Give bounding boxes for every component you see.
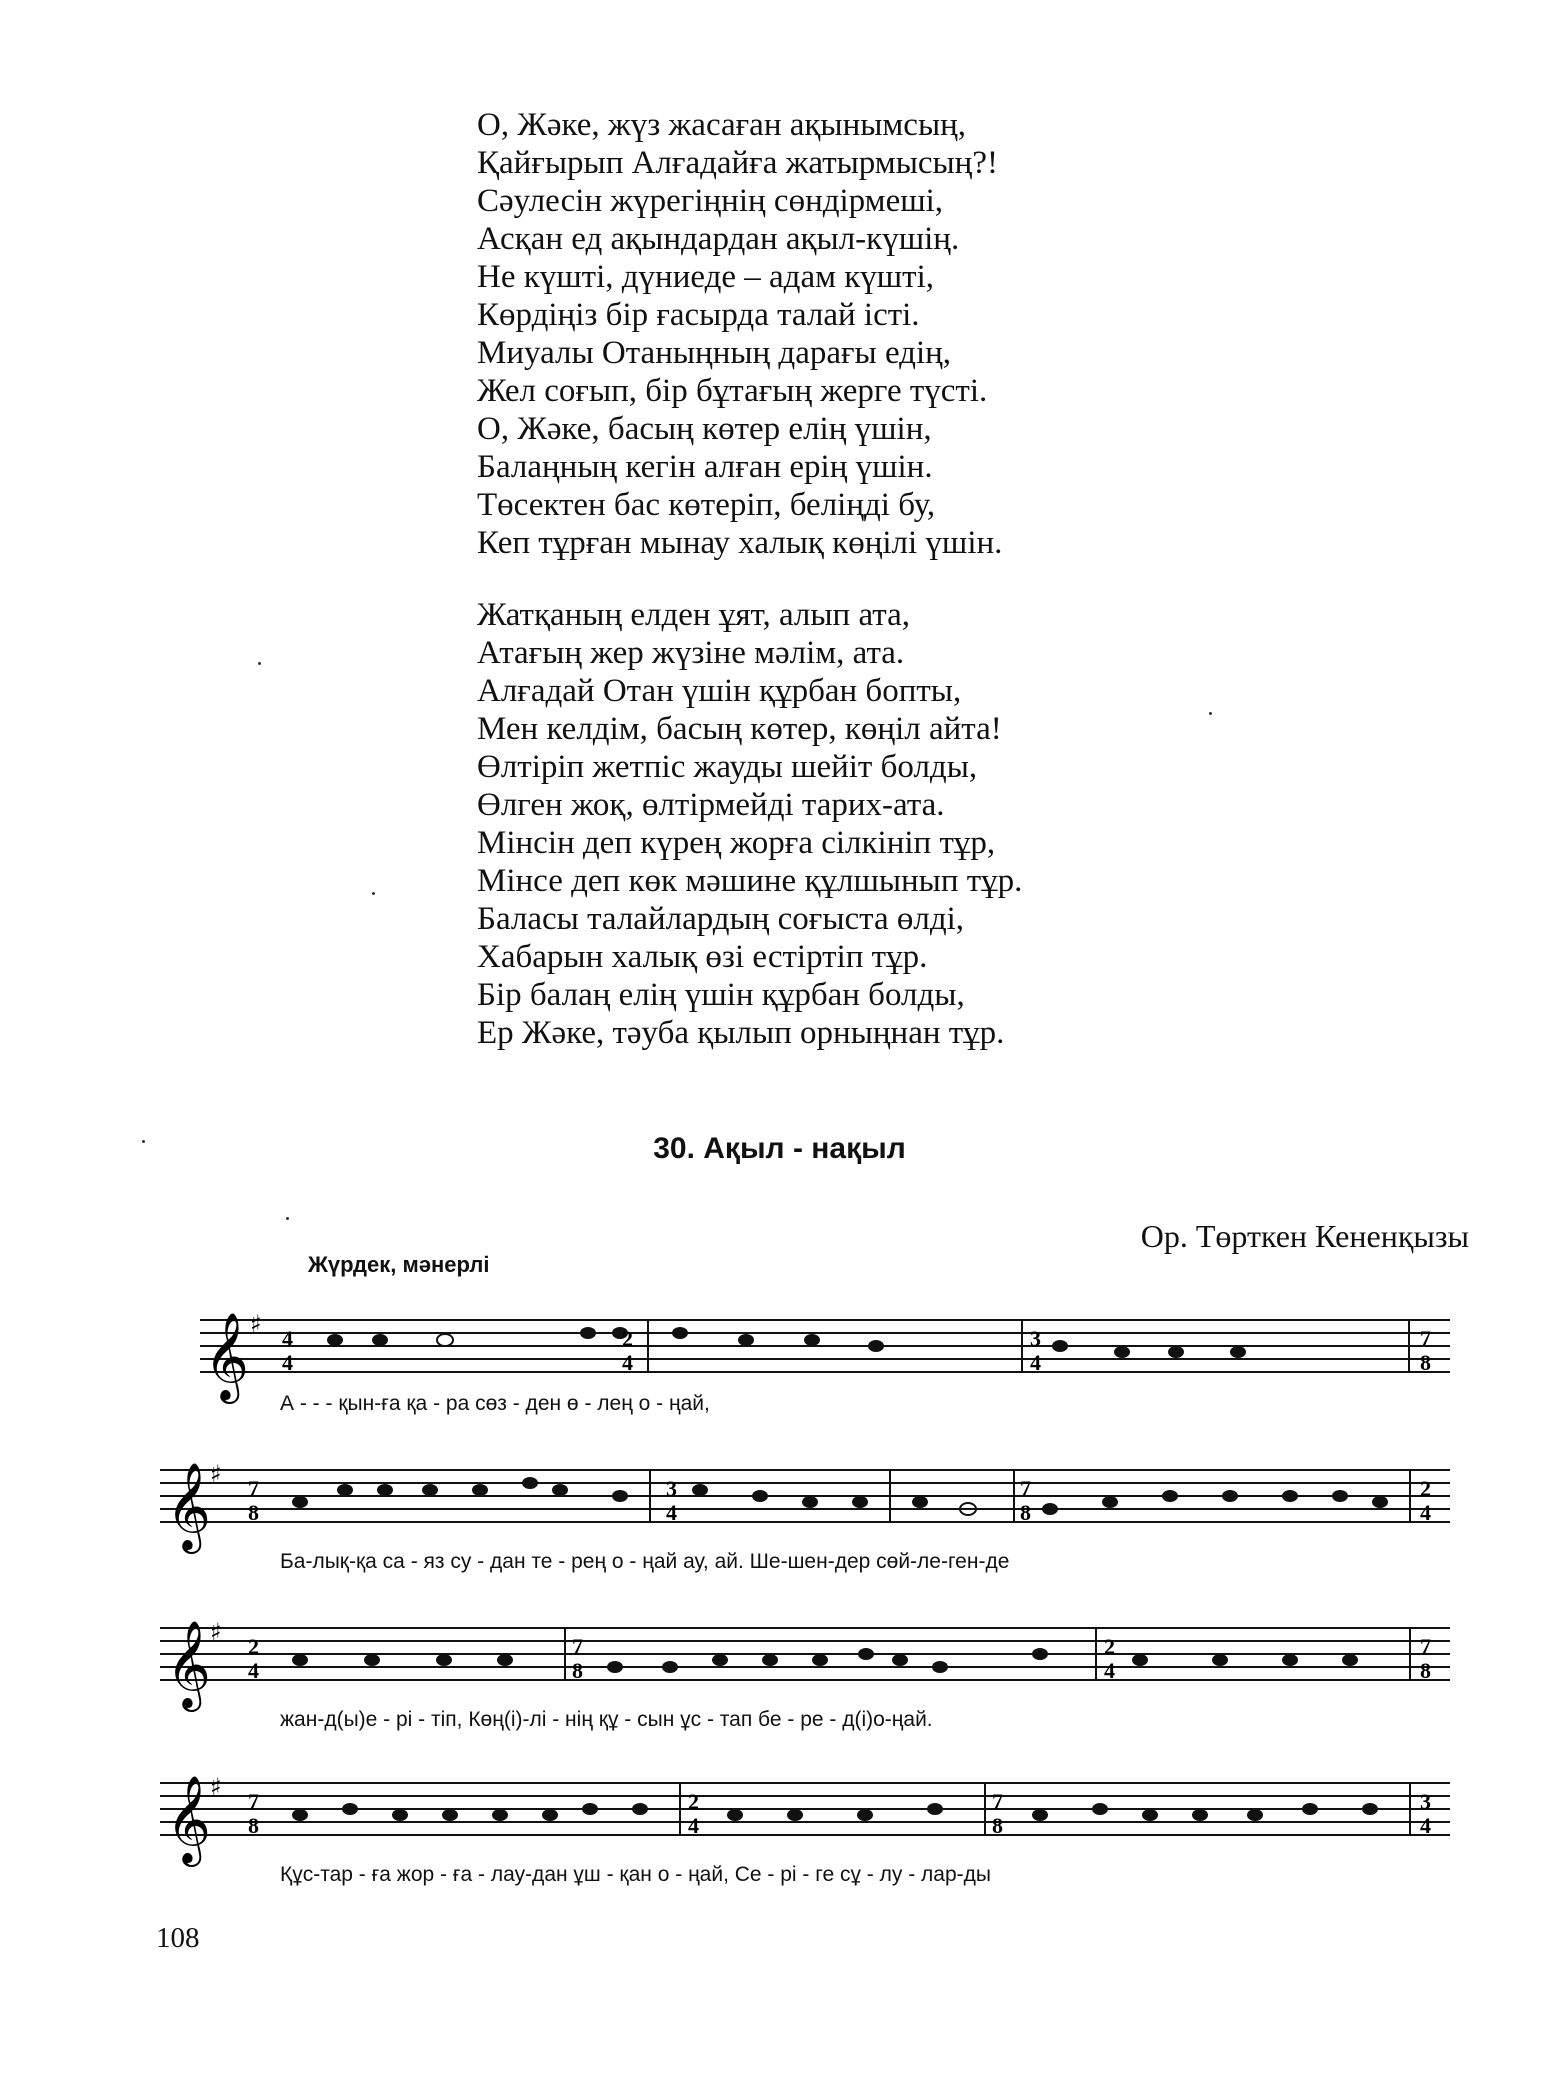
scan-speck: [286, 1217, 289, 1220]
poem-stanza-2-line: Мінсін деп күрең жорға сілкініп тұр,: [477, 825, 996, 861]
poem-stanza-2-line: Баласы талайлардың соғыста өлді,: [477, 901, 965, 937]
svg-text:4: 4: [1420, 1813, 1431, 1838]
svg-text:4: 4: [248, 1658, 259, 1683]
scan-speck: [372, 892, 375, 895]
staff-system-4: [0, 1763, 1559, 1893]
svg-text:8: 8: [1420, 1658, 1431, 1683]
svg-text:7: 7: [1020, 1476, 1031, 1501]
svg-text:2: 2: [1104, 1634, 1115, 1659]
song-credit: Ор. Төрткен Кененқызы: [1140, 1218, 1469, 1254]
tempo-marking: Жүрдек, мәнерлі: [308, 1252, 490, 1277]
lyrics-line-1: А - - - қын-ға қа - ра сөз - ден ө - лең о - ңай,: [280, 1392, 710, 1415]
svg-text:8: 8: [248, 1813, 259, 1838]
svg-text:𝄞: 𝄞: [204, 1311, 249, 1400]
staff-system-2: [0, 1450, 1559, 1580]
svg-text:4: 4: [688, 1813, 699, 1838]
svg-text:8: 8: [572, 1658, 583, 1683]
poem-stanza-2-line: Мен келдім, басың көтер, көңіл айта!: [477, 711, 1002, 747]
svg-text:7: 7: [248, 1476, 259, 1501]
svg-text:7: 7: [1420, 1326, 1431, 1351]
svg-text:8: 8: [1020, 1500, 1031, 1525]
svg-text:8: 8: [248, 1500, 259, 1525]
svg-text:2: 2: [622, 1326, 633, 1351]
svg-text:7: 7: [248, 1789, 259, 1814]
poem-stanza-2-line: Алғадай Отан үшін құрбан бопты,: [477, 673, 962, 709]
poem-stanza-1-line: О, Жәке, басың көтер елің үшін,: [477, 411, 932, 447]
svg-text:𝄞: 𝄞: [166, 1619, 211, 1708]
scan-speck: [142, 1140, 145, 1143]
poem-stanza-1-line: Не күшті, дүниеде – адам күшті,: [477, 259, 935, 295]
svg-text:♯: ♯: [250, 1310, 262, 1338]
poem-stanza-1-line: Төсектен бас көтеріп, беліңді бу,: [477, 487, 936, 523]
svg-text:4: 4: [1420, 1500, 1431, 1525]
svg-text:♯: ♯: [210, 1460, 222, 1488]
svg-text:4: 4: [282, 1326, 293, 1351]
poem-stanza-2-line: Хабарын халық өзі естіртіп тұр.: [477, 939, 928, 975]
poem-stanza-2-line: Мінсе деп көк мәшине құлшынып тұр.: [477, 863, 1023, 899]
svg-text:♯: ♯: [210, 1618, 222, 1646]
staff-system-3: [0, 1608, 1559, 1738]
svg-text:4: 4: [1104, 1658, 1115, 1683]
poem-stanza-1-line: Асқан ед ақындардан ақыл-күшің.: [477, 221, 960, 257]
poem-stanza-1-line: Миуалы Отаныңның дарағы едің,: [477, 335, 952, 371]
poem-stanza-2-line: Өлтіріп жетпіс жауды шейіт болды,: [477, 749, 978, 785]
song-title: 30. Ақыл - нақыл: [653, 1132, 906, 1165]
svg-text:𝄞: 𝄞: [166, 1461, 211, 1550]
svg-text:2: 2: [1420, 1476, 1431, 1501]
poem-stanza-1-line: Сәулесін жүрегіңнің сөндірмеші,: [477, 183, 944, 219]
poem-stanza-2: [477, 596, 1177, 1052]
poem-stanza-2-line: Бір балаң елің үшін құрбан болды,: [477, 977, 965, 1013]
poem-stanza-1-line: Балаңның кегін алған ерің үшін.: [477, 449, 933, 485]
svg-text:4: 4: [1030, 1350, 1041, 1375]
poem-stanza-1: [477, 106, 1177, 562]
svg-text:3: 3: [1030, 1326, 1041, 1351]
svg-text:2: 2: [688, 1789, 699, 1814]
svg-text:𝄞: 𝄞: [166, 1774, 211, 1863]
svg-text:7: 7: [992, 1789, 1003, 1814]
poem-stanza-1-line: Жел соғып, бір бұтағың жерге түсті.: [477, 373, 988, 409]
lyrics-line-2: Ба-лық-қа са - яз су - дан те - рең о - ңай ау, ай. Ше-шен-дер сөй-ле-ген-де: [280, 1550, 1010, 1573]
poem-stanza-2-line: Жатқаның елден ұят, алып ата,: [477, 597, 910, 633]
page-number: 108: [156, 1922, 200, 1954]
svg-text:8: 8: [992, 1813, 1003, 1838]
poem-stanza-1-line: Кеп тұрған мынау халық көңілі үшін.: [477, 525, 1003, 561]
poem-stanza-2-line: Атағың жер жүзіне мәлім, ата.: [477, 635, 905, 671]
svg-text:♯: ♯: [210, 1773, 222, 1801]
lyrics-line-4: Құс-тар - ға жор - ға - лау-дан ұш - қан о - ңай, Се - рі - ге сұ - лу - лар-ды: [280, 1863, 992, 1886]
svg-text:4: 4: [666, 1500, 677, 1525]
poem-stanza-1-line: Көрдіңіз бір ғасырда талай істі.: [477, 297, 920, 333]
svg-text:8: 8: [1420, 1350, 1431, 1375]
svg-text:3: 3: [1420, 1789, 1431, 1814]
poem-stanza-2-line: Өлген жоқ, өлтірмейді тарих-ата.: [477, 787, 945, 823]
poem-stanza-2-line: Ер Жәке, тәуба қылып орныңнан тұр.: [477, 1015, 1005, 1051]
svg-text:7: 7: [1420, 1634, 1431, 1659]
svg-text:2: 2: [248, 1634, 259, 1659]
svg-text:4: 4: [282, 1350, 293, 1375]
svg-text:3: 3: [666, 1476, 677, 1501]
poem-stanza-1-line: О, Жәке, жүз жасаған ақынымсың,: [477, 107, 967, 143]
poem-stanza-1-line: Қайғырып Алғадайға жатырмысың?!: [477, 145, 998, 181]
svg-text:7: 7: [572, 1634, 583, 1659]
svg-text:4: 4: [622, 1350, 633, 1375]
scan-speck: [258, 662, 261, 665]
lyrics-line-3: жан-д(ы)е - рі - тіп, Көң(і)-лі - нің құ - сын ұс - тап бе - ре - д(і)о-ңай.: [280, 1708, 933, 1731]
staff-system-1: [0, 1300, 1559, 1430]
scan-speck: [1209, 712, 1212, 715]
